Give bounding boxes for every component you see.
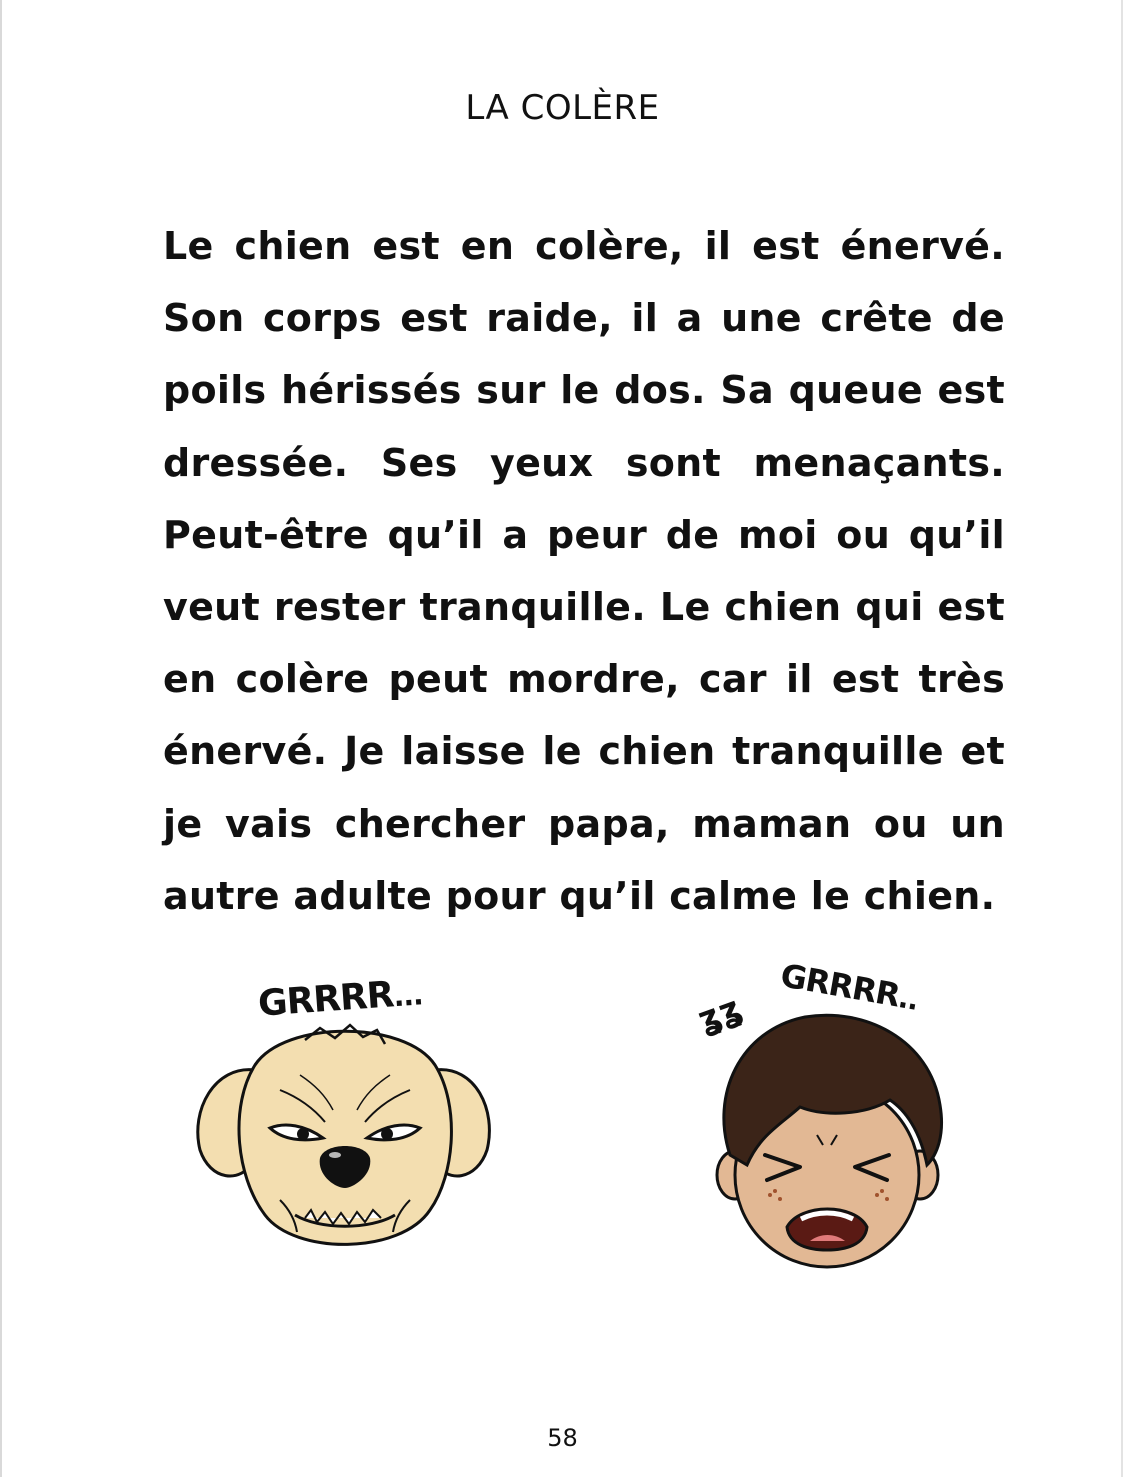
page-number: 58 [547, 1424, 578, 1452]
child-growl-text: GRRRR [777, 956, 903, 1015]
child-growl-dots: .. [895, 980, 921, 1017]
zzz-icon: ʓʓ [692, 987, 748, 1041]
angry-child-illustration [705, 1005, 950, 1275]
dog-growl-dots: ... [392, 978, 424, 1014]
angry-dog-illustration [185, 1010, 505, 1270]
page-title: LA COLÈRE [465, 88, 660, 128]
dog-growl-text: GRRRR [256, 974, 395, 1025]
body-paragraph: Le chien est en colère, il est énervé. Son corps est raide, il a une crête de poils hérissés sur le dos. Sa queue est dressée. Ses yeux sont menaçants. Peut-être qu’il a peur de moi ou qu’il veut rester tranquille. Le chien qui est en colère peut mordre, car il est très énervé. Je laisse le chien tranquille et je vais chercher papa, maman ou un autre adulte pour qu’il calme le chien. [163, 224, 1005, 918]
